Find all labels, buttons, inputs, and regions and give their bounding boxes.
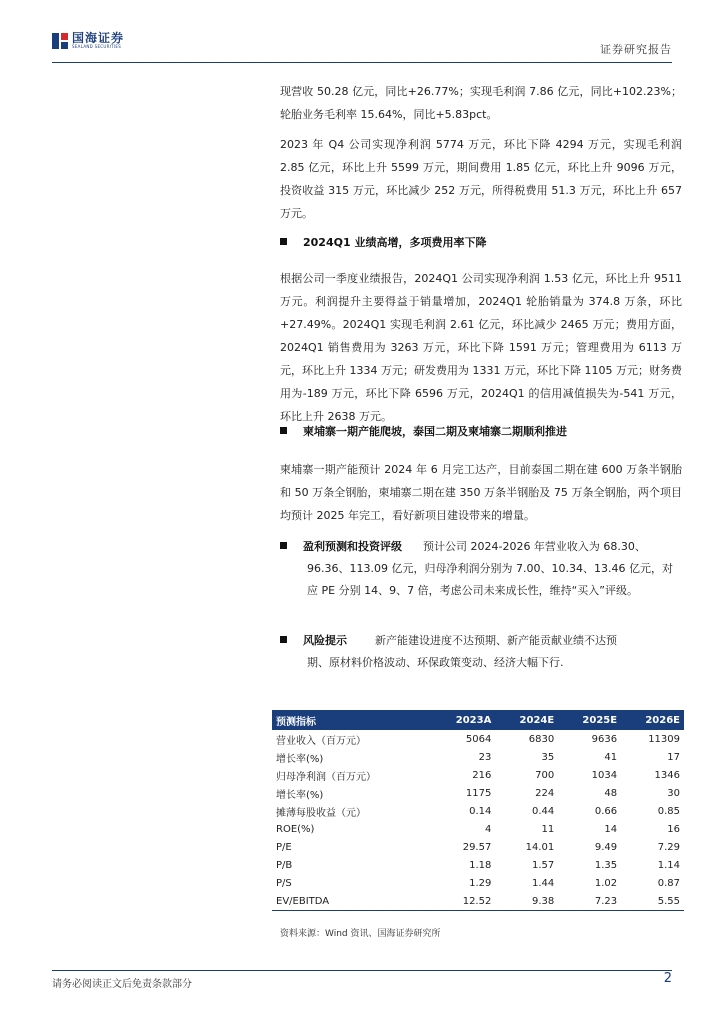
table-row [272,838,684,856]
table-cell: 5064 [465,733,492,745]
footer-divider [52,970,672,971]
table-cell: 4 [484,823,492,835]
table-cell: 9.38 [495,892,558,911]
table-row [272,874,684,892]
table-cell: 35 [541,751,555,763]
section-heading-capacity [280,424,690,440]
table-cell: 17 [667,751,680,763]
square-bullet-icon [280,636,287,643]
square-bullet-icon [280,427,287,434]
square-bullet-icon [280,238,287,245]
paragraph-revenue: 现营收 50.28 亿元，同比+26.77%；实现毛利润 7.86 亿元，同比+102.23%；轮胎业务毛利率 15.64%，同比+5.83pct。 [280,85,682,121]
table-header-cell: 2024E [495,710,558,730]
table-cell: 216 [472,769,492,781]
header-divider [52,62,672,63]
paragraph-q4-results: 2023 年 Q4 公司实现净利润 5774 万元，环比下降 4294 万元，实现毛利润 2.85 亿元，环比上升 5599 万元，期间费用 1.85 亿元，环比上升 9096 万元，投资收益 315 万元，环比减少 252 万元，所得税费用 51.3 万元，环比上升 657 万元。 [280,138,682,220]
table-cell: 11309 [648,733,680,745]
table-cell: 0.85 [657,805,680,817]
table-cell: 1346 [654,769,680,781]
table-header-cell: 2025E [558,710,621,730]
table-cell: 5.55 [621,892,684,911]
table-row [272,748,684,766]
table-cell: 11 [541,823,555,835]
risk-text-rest: 期、原材料价格波动、环保政策变动、经济大幅下行. [307,656,564,669]
table-cell: ROE(%) [276,823,315,835]
square-bullet-icon [280,542,287,549]
table-cell: 1034 [591,769,618,781]
risk-block [280,630,682,674]
table-header-cell: 预测指标 [272,710,431,730]
table-header-cell: 2026E [621,710,684,730]
footer-disclaimer: 请务必阅读正文后免责条款部分 [52,979,192,990]
paragraph-q1-results: 根据公司一季度业绩报告，2024Q1 公司实现净利润 1.53 亿元，环比上升 9511 万元。利润提升主要得益于销量增加，2024Q1 轮胎销量为 374.8 万条，环比+27.49%。2024Q1 实现毛利润 2.61 亿元，环比减少 2465 万元；费用方面，2024Q1 销售费用为 3263 万元，环比下降 1591 万元；管理费用为 6113 万元，环比上升 1334 万元；研发费用为 1331 万元，环比下降 1105 万元；财务费用为-189 万元，环比下降 6596 万元，2024Q1 的信用减值损失为-541 万元，环比上升 2638 万元。 [280,272,682,423]
table-cell: 30 [667,787,680,799]
table-row [272,856,684,874]
section-heading-text: 柬埔寨一期产能爬坡，泰国二期及柬埔寨二期顺利推进 [303,425,567,438]
table-cell: EV/EBITDA [272,892,431,911]
table-cell: 0.66 [594,805,618,817]
forecast-block [280,536,682,602]
table-cell: P/B [276,859,293,871]
table-cell: 1.02 [594,877,618,889]
table-cell: 1.14 [657,859,680,871]
table-cell: P/E [276,841,292,853]
report-type-label: 证券研究报告 [600,43,672,56]
paragraph-capacity: 柬埔寨一期产能预计 2024 年 6 月完工达产，目前泰国二期在建 600 万条半钢胎和 50 万条全钢胎，柬埔寨二期在建 350 万条半钢胎及 75 万条全钢胎，两个项目均预计 2025 年完工，看好新项目建设带来的增量。 [280,463,682,522]
table-cell: 1.57 [531,859,555,871]
logo-name-cn: 国海证券 [72,31,125,45]
table-cell: 增长率(%) [276,753,324,765]
table-cell: 224 [535,787,555,799]
forecast-text-first: 预计公司 2024-2026 年营业收入为 68.30、 [422,540,646,553]
risk-text-first: 新产能建设进度不达预期、新产能贡献业绩不达预 [374,634,617,647]
table-cell: 9636 [591,733,618,745]
table-cell: 7.23 [558,892,621,911]
table-cell: 12.52 [431,892,495,911]
section-heading-q1 [280,235,690,251]
table-cell: 14 [604,823,618,835]
table-cell: 1.29 [469,877,492,889]
forecast-heading: 盈利预测和投资评级 [303,540,402,553]
section-heading-text: 2024Q1 业绩高增，多项费用率下降 [303,236,487,249]
table-cell: 0.44 [531,805,555,817]
table-cell: 41 [604,751,618,763]
page-number: 2 [663,971,672,986]
forecast-table [272,710,684,911]
table-body [272,730,684,911]
table-row [272,820,684,838]
table-cell: 1175 [465,787,492,799]
table-cell: 48 [604,787,618,799]
table-cell: 14.01 [525,841,555,853]
table-cell: 9.49 [594,841,618,853]
table-cell: 1.35 [594,859,618,871]
table-cell: 16 [667,823,680,835]
table-cell: 0.87 [657,877,680,889]
table-header-cell: 2023A [431,710,495,730]
table-cell: 增长率(%) [276,789,324,801]
table-row [272,730,684,748]
table-source-note: 资料来源：Wind 资讯、国海证券研究所 [280,929,441,939]
logo-name-en: SEALAND SECURITIES [72,44,122,49]
table-cell: 29.57 [462,841,492,853]
table-cell: 23 [478,751,492,763]
table-cell: 1.44 [531,877,555,889]
table-row [272,892,684,911]
company-logo [52,32,124,49]
table-cell: 0.14 [469,805,492,817]
logo-mark-icon [52,33,68,49]
table-row [272,802,684,820]
table-cell: 营业收入（百万元） [276,735,366,747]
table-cell: 6830 [528,733,555,745]
table-header-row [272,710,684,730]
table-cell: 归母净利润（百万元） [276,771,376,783]
table-cell: 摊薄每股收益（元） [276,807,366,819]
table-cell: P/S [276,877,292,889]
page-header [0,0,724,66]
table-row [272,784,684,802]
table-cell: 7.29 [657,841,680,853]
risk-heading: 风险提示 [303,634,347,647]
table-cell: 1.18 [469,859,492,871]
forecast-text-rest: 96.36、113.09 亿元，归母净利润分别为 7.00、10.34、13.46 亿元，对应 PE 分别 14、9、7 倍，考虑公司未来成长性，维持“买入”评级。 [307,562,673,597]
table-row [272,766,684,784]
table-cell: 700 [535,769,555,781]
